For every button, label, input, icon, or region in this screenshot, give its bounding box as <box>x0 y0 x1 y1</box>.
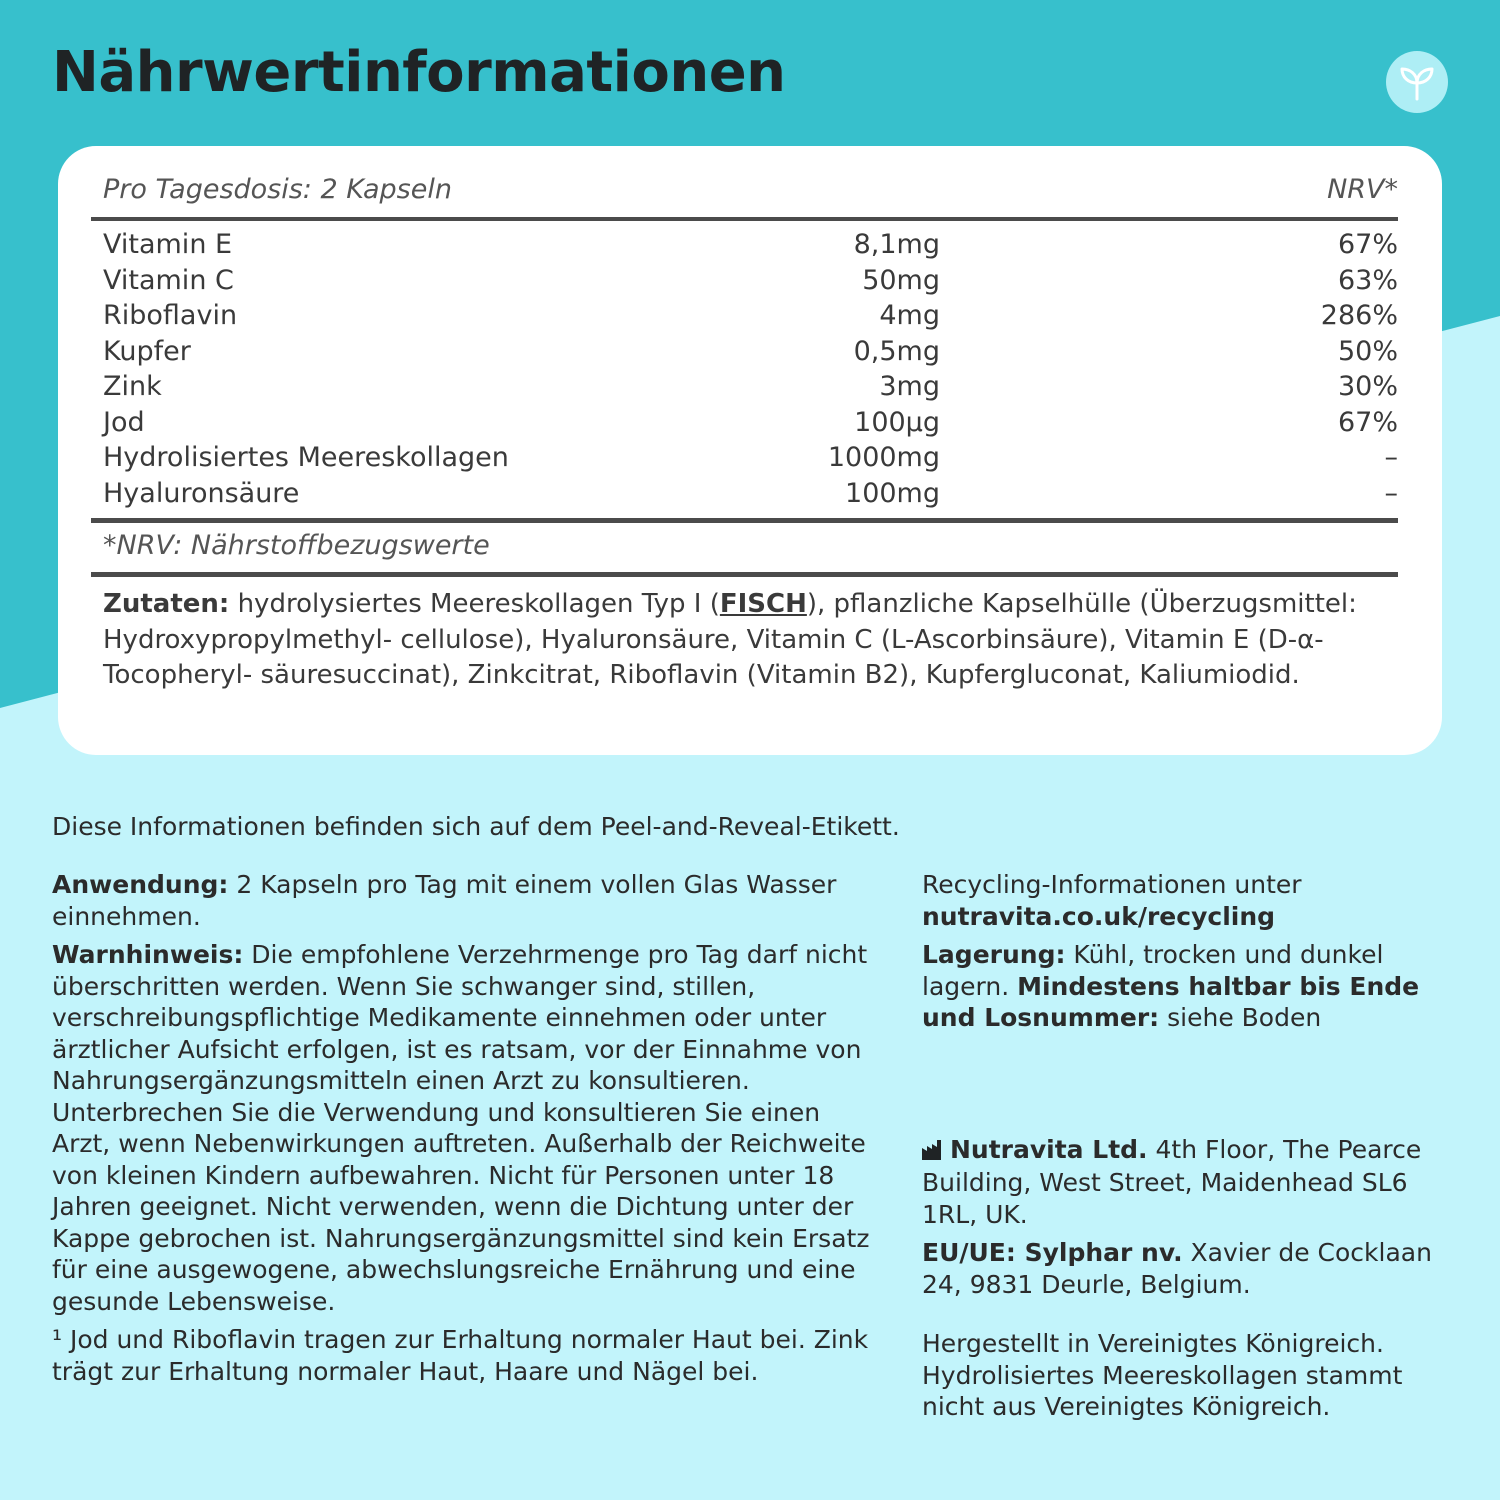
nutrition-table <box>103 227 1398 511</box>
table-row <box>103 298 1398 334</box>
best-before-label: Mindestens haltbar bis Ende und Losnummer: <box>922 971 1420 1032</box>
nutrient-nrv: 50% <box>1337 335 1398 367</box>
nutrient-name: Vitamin E <box>103 229 233 261</box>
nutrition-card <box>58 146 1442 755</box>
table-row <box>103 476 1398 512</box>
nutrient-nrv: – <box>1384 477 1398 509</box>
recycling-text: Recycling-Informationen unter <box>922 870 1302 899</box>
company-info-column <box>922 869 1462 1430</box>
allergen-highlight: FISCH <box>719 589 807 619</box>
sprout-leaf-icon <box>1386 51 1448 113</box>
nutrient-amount: 4mg <box>879 300 940 332</box>
divider <box>91 572 1398 577</box>
factory-icon <box>922 1136 944 1168</box>
table-row <box>103 405 1398 441</box>
recycling-url: nutravita.co.uk/recycling <box>922 901 1276 931</box>
usage-paragraph <box>52 869 872 932</box>
nrv-column-header: NRV* <box>1327 174 1398 205</box>
eu-representative-address: Xavier de Cocklaan 24, 9831 Deurle, Belgium. <box>922 1238 1432 1299</box>
warning-label: Warnhinweis: <box>52 940 244 969</box>
nutrient-name: Hyaluronsäure <box>103 477 300 509</box>
storage-text: Kühl, trocken und dunkel lagern. <box>922 940 1384 1001</box>
usage-text: 2 Kapseln pro Tag mit einem vollen Glas Wasser einnehmen. <box>52 870 837 931</box>
nutrient-name: Hydrolisiertes Meereskollagen <box>103 442 509 474</box>
storage-paragraph <box>922 939 1462 1034</box>
nutrient-nrv: 286% <box>1320 300 1398 332</box>
warning-paragraph <box>52 939 872 1317</box>
manufacturer-name: Nutravita Ltd. <box>950 1134 1148 1164</box>
divider <box>91 217 1398 221</box>
health-claims: ¹ Jod und Riboflavin tragen zur Erhaltung normaler Haut bei. Zink trägt zur Erhaltung normaler Haut, Haare und Nägel bei. <box>52 1325 869 1386</box>
nutrient-name: Zink <box>103 371 162 403</box>
nutrient-amount: 3mg <box>879 371 940 403</box>
table-row <box>103 440 1398 476</box>
origin-statement: Hergestellt in Vereinigtes Königreich. Hydrolisiertes Meereskollagen stammt nicht aus Vereinigtes Königreich. <box>922 1329 1403 1421</box>
nutrient-nrv: – <box>1384 442 1398 474</box>
nrv-footnote: *NRV: Nährstoffbezugswerte <box>103 530 490 561</box>
ingredients-part-1: hydrolysiertes Meereskollagen Typ I ( <box>229 589 720 619</box>
nutrient-name: Vitamin C <box>103 264 234 296</box>
nutrient-amount: 50mg <box>862 264 940 296</box>
serving-size-label: Pro Tagesdosis: 2 Kapseln <box>103 174 452 205</box>
nutrient-nrv: 30% <box>1337 371 1398 403</box>
usage-label: Anwendung: <box>52 870 229 899</box>
usage-warnings-column <box>52 869 872 1394</box>
nutrient-amount: 100µg <box>854 406 940 438</box>
eu-representative-label: EU/UE: Sylphar nv. <box>922 1238 1183 1267</box>
nutrient-amount: 100mg <box>845 477 940 509</box>
nutrient-nrv: 67% <box>1337 229 1398 261</box>
ingredients-part-2: ), pflanzliche Kapselhülle (Überzugsmittel: Hydroxypropylmethyl- cellulose), Hyaluronsäure, Vitamin C (L-Ascorbinsäure), Vitamin E (D-α-Tocopheryl- säuresuccinat), Zinkcitrat, Riboflavin (Vitamin B2), Kupfergluconat, Kaliumiodid. <box>103 589 1357 690</box>
nutrient-amount: 0,5mg <box>853 335 940 367</box>
table-row <box>103 227 1398 263</box>
table-row <box>103 369 1398 405</box>
storage-label: Lagerung: <box>922 940 1066 969</box>
peel-and-reveal-note: Diese Informationen befinden sich auf dem Peel-and-Reveal-Etikett. <box>52 812 900 841</box>
warning-text: Die empfohlene Verzehrmenge pro Tag darf nicht überschritten werden. Wenn Sie schwanger sind, stillen, verschreibungspflichtige Medikamente einnehmen oder unter ärztlicher Aufsicht erfolgen, ist es ratsam, vor der Einnahme von Nahrungsergänzungsmitteln einen Arzt zu konsultieren. Unterbrechen Sie die Verwendung und konsultieren Sie einen Arzt, wenn Nebenwirkungen auftreten. Außerhalb der Reichweite von kleinen Kindern aufbewahren. Nicht für Personen unter 18 Jahren geeignet. Nicht verwenden, wenn die Dichtung unter der Kappe gebrochen ist. Nahrungsergänzungsmittel sind kein Ersatz für eine ausgewogene, abwechslungsreiche Ernährung und eine gesunde Lebensweise. <box>52 940 870 1316</box>
table-row <box>103 263 1398 299</box>
nutrient-nrv: 67% <box>1337 406 1398 438</box>
nutrient-name: Riboflavin <box>103 300 238 332</box>
eu-representative-paragraph <box>922 1237 1462 1300</box>
ingredients-label: Zutaten: <box>103 589 230 619</box>
nutrient-name: Kupfer <box>103 335 191 367</box>
page-title: Nährwertinformationen <box>52 40 786 105</box>
manufacturer-address: 4th Floor, The Pearce Building, West Street, Maidenhead SL6 1RL, UK. <box>922 1134 1422 1229</box>
divider <box>91 518 1398 523</box>
best-before-text: siehe Boden <box>1159 1003 1322 1032</box>
nutrition-table-header <box>103 174 1398 205</box>
recycling-paragraph <box>922 869 1462 932</box>
nutrient-amount: 1000mg <box>827 442 940 474</box>
table-row <box>103 334 1398 370</box>
ingredients-text <box>103 587 1373 694</box>
nutrient-amount: 8,1mg <box>853 229 940 261</box>
nutrient-name: Jod <box>103 406 145 438</box>
nutrient-nrv: 63% <box>1337 264 1398 296</box>
manufacturer-paragraph <box>922 1134 1462 1231</box>
